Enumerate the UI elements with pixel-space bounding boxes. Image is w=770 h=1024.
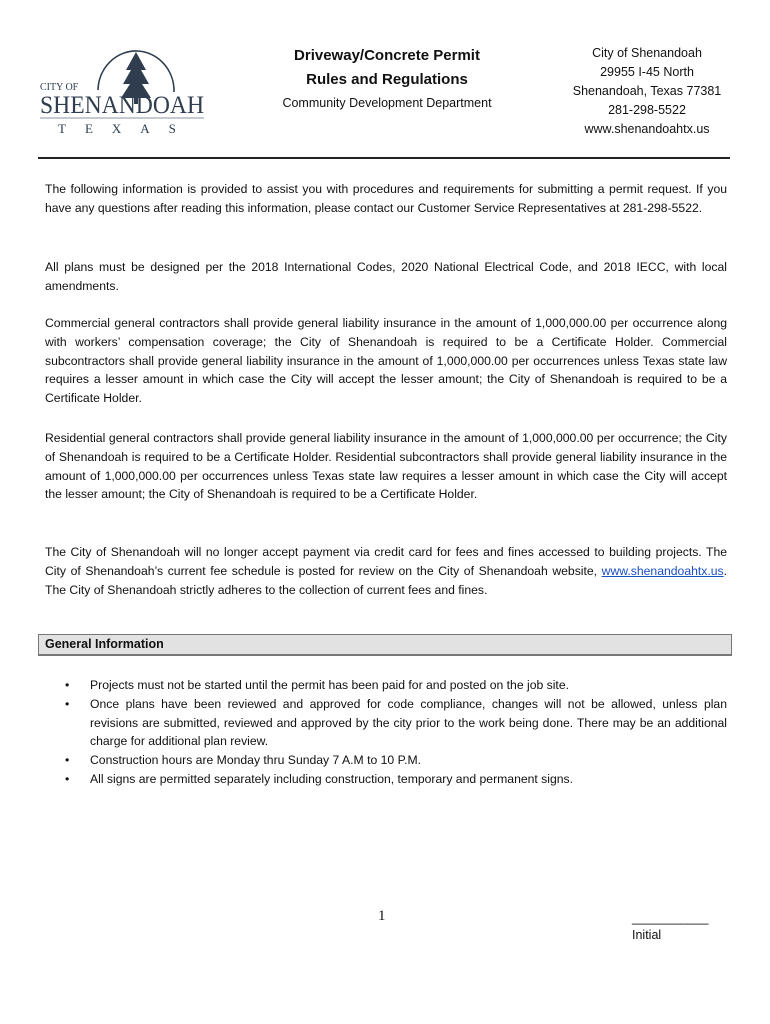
list-item: • All signs are permitted separately including construction, temporary and permanent signs. bbox=[45, 770, 727, 789]
address-name: City of Shenandoah bbox=[592, 46, 702, 60]
intro-paragraph: The following information is provided to assist you with procedures and requirements for submitting a permit request. If you have any questions after reading this information, please contact our Customer Service Representatives at 281-298-5522. bbox=[45, 182, 727, 215]
list-item: • Construction hours are Monday thru Sunday 7 A.M to 10 P.M. bbox=[45, 751, 727, 770]
general-information-header bbox=[38, 634, 732, 656]
list-item: • Projects must not be started until the permit has been paid for and posted on the job site. bbox=[45, 676, 727, 695]
address-phone: 281-298-5522 bbox=[608, 103, 686, 117]
address-website: www.shenandoahtx.us bbox=[584, 122, 710, 136]
residential-insurance-paragraph: Residential general contractors shall provide general liability insurance in the amount of 1,000,000.00 per occurrence; the City of Shenandoah is required to be a Certificate Holder. Residential subcontractors shall provide general liability insurance in the amount of 1,000,000.00 per occurrences unless Texas state law requires a lesser amount in which case the City will accept the lesser amount; the City of Shenandoah is required to be a Certificate Holder. bbox=[45, 431, 727, 502]
address-city: Shenandoah, Texas 77381 bbox=[572, 84, 722, 98]
logo-city-of: CITY OF bbox=[40, 82, 79, 93]
general-information-list bbox=[45, 676, 727, 789]
payment-text-end: . The City of Shenandoah strictly adheres to the collection of current fees and fines. bbox=[45, 563, 727, 597]
commercial-insurance-paragraph: Commercial general contractors shall provide general liability insurance in the amount of 1,000,000.00 per occurrence along with workers’ compensation coverage; the City of Shenandoah is required to be a Certificate Holder. Commercial subcontractors shall provide general liability insurance in the amount of 1,000,000.00 per occurrences unless Texas state law requires a lesser amount in which case the City will accept the lesser amount; the City of Shenandoah is required to be a Certificate Holder. bbox=[45, 316, 727, 406]
initial-field bbox=[632, 910, 708, 944]
title-line2: Rules and Regulations bbox=[306, 71, 468, 88]
title-line1: Driveway/Concrete Permit bbox=[294, 47, 480, 64]
initial-line: ___________ bbox=[632, 911, 709, 925]
logo-shenandoah: SHENANDOAH bbox=[40, 92, 204, 119]
section-heading: General Information bbox=[45, 637, 164, 651]
address-street: 29955 I-45 North bbox=[600, 65, 694, 79]
document-title bbox=[262, 44, 512, 110]
department-name: Community Development Department bbox=[282, 96, 492, 110]
website-link[interactable]: www.shenandoahtx.us bbox=[601, 563, 724, 578]
payment-text: The City of Shenandoah will no longer accept payment via credit card for fees and fines accessed to building projects. The City of Shenandoah’s current fee schedule is posted for review on the City of Shenandoah website, bbox=[45, 545, 727, 578]
city-address bbox=[552, 44, 742, 139]
header-divider bbox=[38, 157, 730, 159]
initial-label: Initial bbox=[632, 928, 662, 942]
logo-texas: TEXAS bbox=[58, 121, 195, 135]
page-number: 1 bbox=[378, 908, 386, 924]
city-logo bbox=[38, 40, 208, 135]
codes-paragraph: All plans must be designed per the 2018 International Codes, 2020 National Electrical Code, and 2018 IECC, with local amendments. bbox=[45, 260, 727, 293]
payment-paragraph bbox=[45, 543, 727, 599]
list-item: • Once plans have been reviewed and approved for code compliance, changes will not be allowed, unless plan revisions are submitted, reviewed and approved by the city prior to the work being done. There may be an additional charge for additional plan review. bbox=[45, 695, 727, 751]
